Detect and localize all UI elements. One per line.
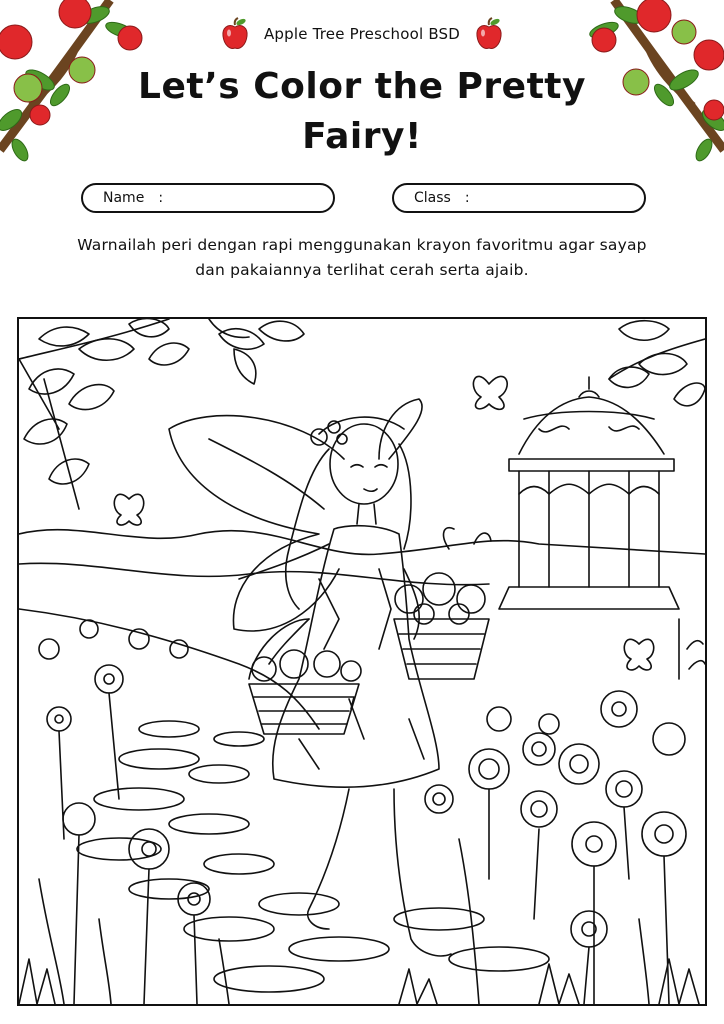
- apple-icon: [220, 17, 250, 51]
- hills: [19, 530, 705, 555]
- school-header: [0, 16, 724, 52]
- page-title: Let’s Color the Pretty Fairy!: [138, 66, 586, 157]
- leaves-top-right: [609, 321, 705, 406]
- name-label: Name: [103, 190, 145, 206]
- fairy-wings: [169, 399, 422, 631]
- class-field[interactable]: [392, 183, 646, 213]
- class-separator: :: [464, 190, 470, 206]
- leaves-top-center: [209, 319, 304, 384]
- coloring-illustration: [17, 317, 707, 1006]
- name-separator: :: [158, 190, 164, 206]
- name-field[interactable]: [81, 183, 335, 213]
- class-label: Class: [414, 190, 451, 206]
- flowers-right: [425, 619, 705, 1004]
- instructions-text: Warnailah peri dengan rapi menggunakan krayon favoritmu agar sayap dan pakaiannya terlihat cerah serta ajaib.: [77, 236, 647, 279]
- fairy-figure: [269, 417, 451, 956]
- school-name: Apple Tree Preschool BSD: [263, 25, 461, 43]
- flowers-left: [39, 620, 229, 1004]
- butterfly: [114, 376, 653, 670]
- apple-icon: [474, 17, 504, 51]
- grass: [19, 959, 699, 1004]
- leaves-top-left: [19, 319, 189, 509]
- gazebo: [499, 377, 679, 609]
